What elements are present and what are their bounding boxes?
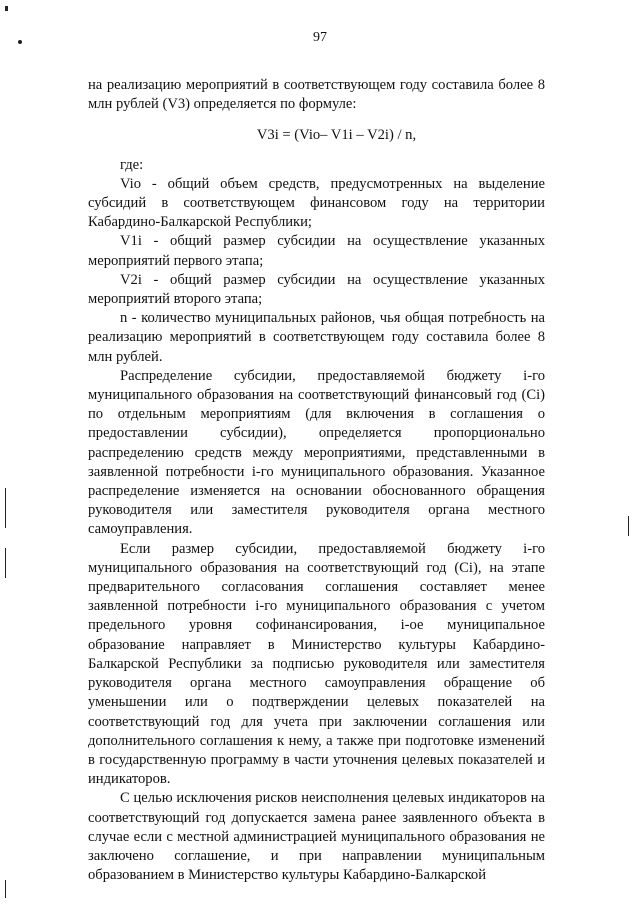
- document-body: [88, 76, 545, 885]
- paragraph-n: n - количество муниципальных районов, чья общая потребность на реализацию мероприятий в соответствующем году составила более 8 млн рублей.: [88, 310, 545, 365]
- scan-mark-margin-3: [5, 880, 6, 898]
- paragraph-v1i: V1i - общий размер субсидии на осуществление указанных мероприятий первого этапа;: [88, 233, 545, 269]
- page-number: 97: [313, 30, 327, 45]
- scan-mark-right: [628, 516, 629, 536]
- paragraph-if-subsidy: Если размер субсидии, предоставляемой бюджету i-го муниципального образования на соответствующий год (Ci), на этапе предварительного согласования соглашения составляет менее заявленной потребности i-го муниципального образования с учетом предельного уровня софинансирования, i-ое муниципальное образование направляет в Министерство культуры Кабардино-Балкарской Республики за подписью руководителя или заместителя руководителя органа местного самоуправления обращение об уменьшении или о подтверждении целевых показателей на соответствующий год для учета при заключении соглашения или дополнительного соглашения к нему, а также при подготовке изменений в государственную программу в части уточнения целевых показателей и индикаторов.: [88, 540, 545, 788]
- paragraph-vio: Vio - общий объем средств, предусмотренных на выделение субсидий в соответствующем финансовом году на территории Кабардино-Балкарской Республики;: [88, 175, 545, 231]
- paragraph-where: где:: [120, 156, 144, 173]
- scan-mark-margin-1: [5, 488, 6, 528]
- paragraph-intro: на реализацию мероприятий в соответствующем году составила более 8 млн рублей (V3) определяется по формуле:: [88, 77, 545, 113]
- scan-mark-margin-2: [5, 548, 6, 578]
- paragraph-risk: С целью исключения рисков неисполнения целевых индикаторов на соответствующий год допускается замена ранее заявленного объекта в случае если с местной администрацией муниципального образования не заключено соглашение, и при направлении муниципальным образованием в Министерство культуры Кабардино-Балкарской: [88, 790, 545, 884]
- paragraph-v2i: V2i - общий размер субсидии на осуществление указанных мероприятий второго этапа;: [88, 271, 545, 308]
- paragraph-distribution: Распределение субсидии, предоставляемой бюджету i-го муниципального образования на соответствующий финансовый год (Ci) по отдельным мероприятиям (для включения в соглашения о предоставлении субсидии), определяется пропорционально распределению средств между мероприятиями, представленными в заявленной потребности i-го муниципального образования. Указанное распределение изменяется на основании обоснованного обращения руководителя или заместителя руководителя органа местного самоуправления.: [88, 367, 545, 538]
- scan-mark-top: [5, 6, 8, 11]
- formula: V3i = (Vio– V1i – V2i) / n,: [256, 127, 417, 144]
